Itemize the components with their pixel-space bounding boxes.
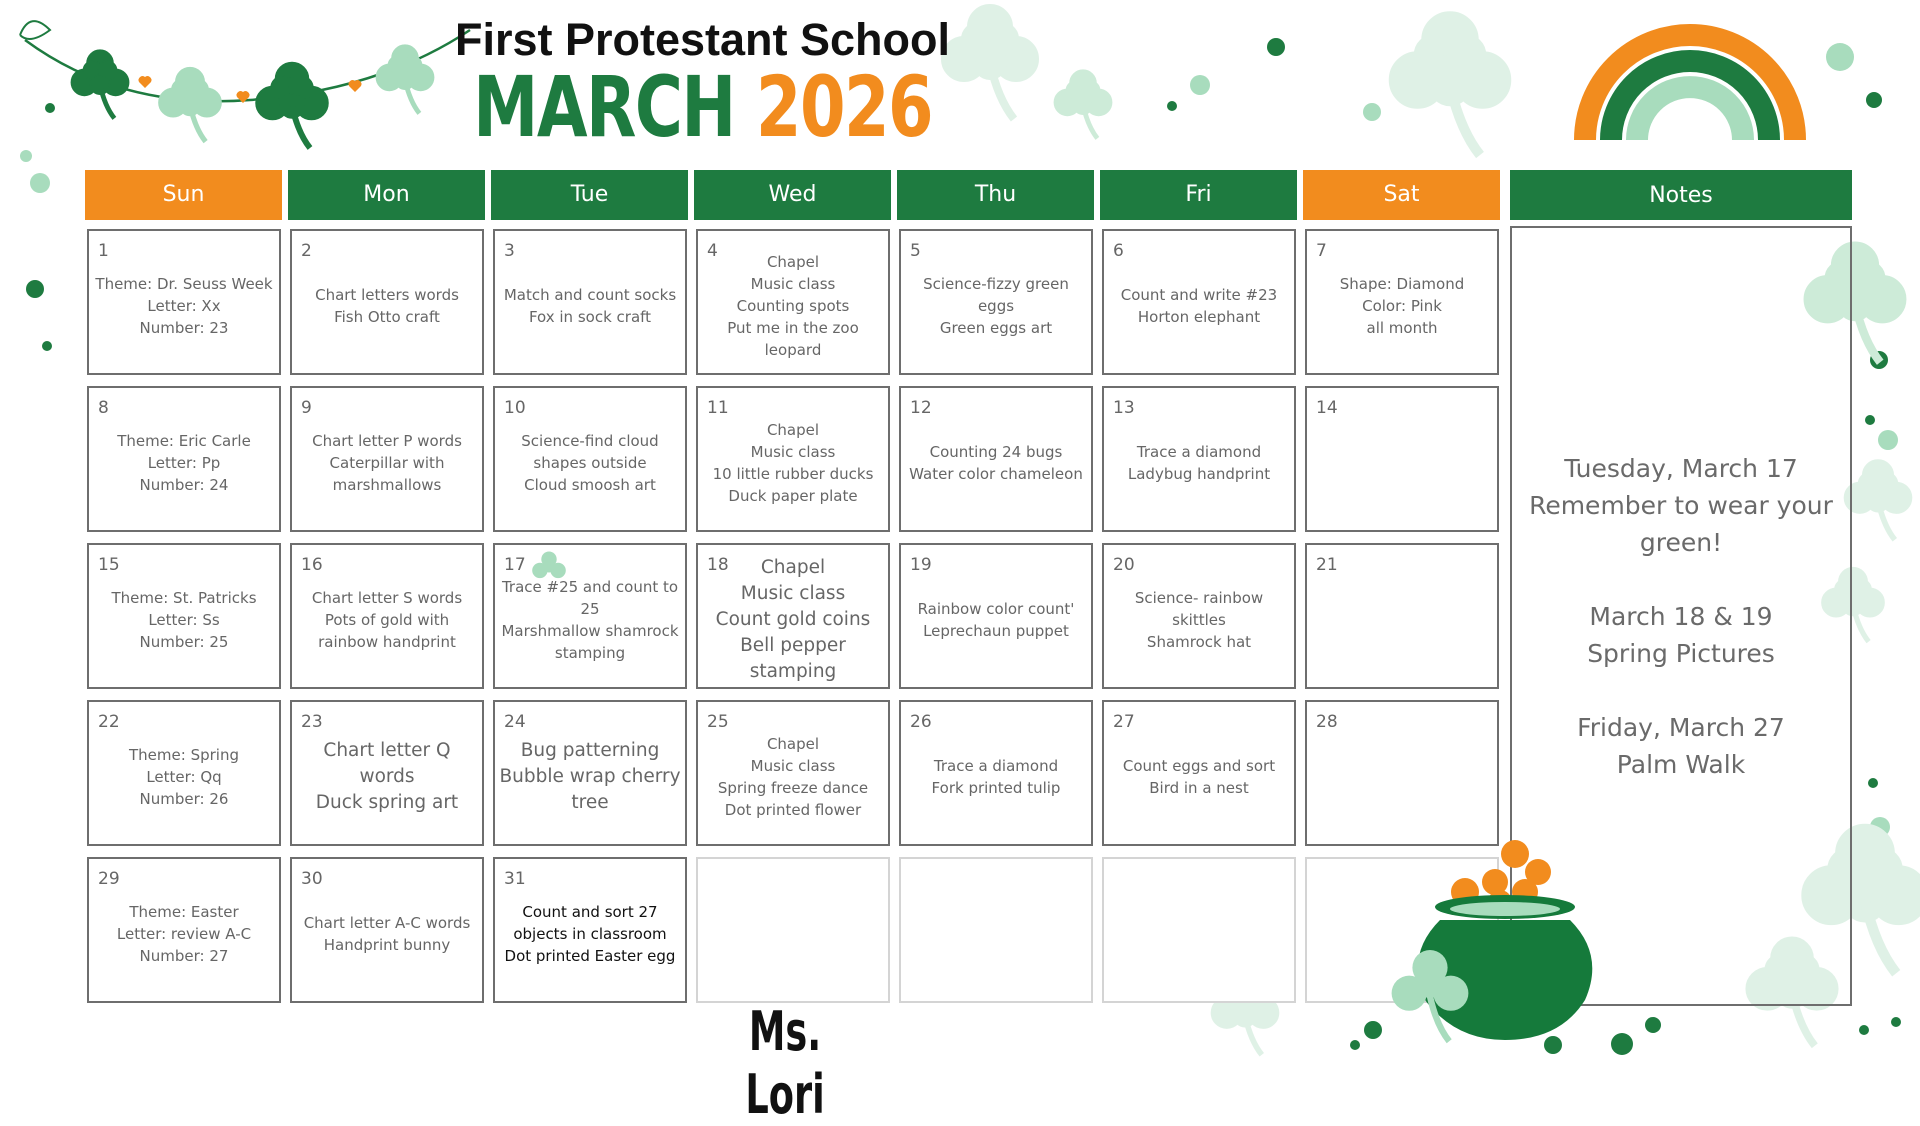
day-activities: Trace a diamond Ladybug handprint xyxy=(1127,443,1271,483)
date-number: 26 xyxy=(910,712,932,732)
date-number: 28 xyxy=(1316,712,1338,732)
date-number: 31 xyxy=(504,869,526,889)
weekday-header-mon: Mon xyxy=(288,170,485,220)
day-activities xyxy=(1108,873,1290,995)
day-cell xyxy=(1102,229,1296,375)
shamrock-icon xyxy=(529,549,569,589)
day-activities: Chart letter S words Pots of gold with rainbow handprint xyxy=(311,589,463,651)
date-number: 23 xyxy=(301,712,323,732)
date-number: 9 xyxy=(301,398,312,418)
day-activities: Chart letter P words Caterpillar with marshmallows xyxy=(312,432,462,494)
date-number: 5 xyxy=(910,241,921,261)
day-cell xyxy=(696,543,890,689)
day-cell xyxy=(493,386,687,532)
day-cell xyxy=(1305,386,1499,532)
date-number: 24 xyxy=(504,712,526,732)
date-number: 29 xyxy=(98,869,120,889)
day-activities: Rainbow color count' Leprechaun puppet xyxy=(917,600,1075,640)
day-activities: Theme: Spring Letter: Qq Number: 26 xyxy=(129,746,239,808)
day-cell xyxy=(899,229,1093,375)
day-activities: Theme: Dr. Seuss Week Letter: Xx Number: 23 xyxy=(95,275,273,337)
day-activities: Theme: Eric Carle Letter: Pp Number: 24 xyxy=(117,432,251,494)
date-number: 21 xyxy=(1316,555,1338,575)
day-activities: Count and write #23 Horton elephant xyxy=(1120,286,1278,326)
date-number: 4 xyxy=(707,241,718,261)
day-cell xyxy=(493,700,687,846)
day-activities xyxy=(702,873,884,995)
date-number: 20 xyxy=(1113,555,1135,575)
day-activities xyxy=(1311,402,1493,524)
date-number: 10 xyxy=(504,398,526,418)
day-activities: Chapel Music class Count gold coins Bell pepper stamping xyxy=(715,557,871,682)
day-activities: Trace #25 and count to 25 Marshmallow shamrock stamping xyxy=(501,578,679,662)
day-cell xyxy=(87,543,281,689)
day-cell xyxy=(1102,543,1296,689)
date-number: 25 xyxy=(707,712,729,732)
day-activities: Chapel Music class Counting spots Put me in the zoo leopard xyxy=(727,253,859,359)
empty-day-cell xyxy=(899,857,1093,1003)
day-cell xyxy=(899,386,1093,532)
date-number: 12 xyxy=(910,398,932,418)
day-activities xyxy=(1311,559,1493,681)
weekday-header-sun: Sun xyxy=(85,170,282,220)
date-number: 2 xyxy=(301,241,312,261)
notes-text: Tuesday, March 17 Remember to wear your green! March 18 & 19 Spring Pictures Friday, March 27 Palm Walk xyxy=(1529,453,1833,779)
day-cell xyxy=(87,857,281,1003)
day-activities: Chapel Music class Spring freeze dance Dot printed flower xyxy=(717,735,869,819)
day-cell xyxy=(87,229,281,375)
day-activities: Science- rainbow skittles Shamrock hat xyxy=(1134,589,1264,651)
day-cell xyxy=(899,700,1093,846)
day-cell xyxy=(1305,700,1499,846)
date-number: 27 xyxy=(1113,712,1135,732)
day-cell xyxy=(290,386,484,532)
day-cell xyxy=(290,700,484,846)
shamrock-icon xyxy=(1844,460,1911,540)
day-cell xyxy=(899,543,1093,689)
day-cell xyxy=(1102,700,1296,846)
date-number: 30 xyxy=(301,869,323,889)
day-activities: Shape: Diamond Color: Pink all month xyxy=(1339,275,1465,337)
page-title xyxy=(155,60,1251,155)
date-number: 19 xyxy=(910,555,932,575)
day-activities: Match and count socks Fox in sock craft xyxy=(503,286,677,326)
day-cell xyxy=(1102,386,1296,532)
day-cell xyxy=(493,543,687,689)
day-activities: Theme: Easter Letter: review A-C Number: 27 xyxy=(116,903,252,965)
day-activities xyxy=(905,873,1087,995)
date-number: 13 xyxy=(1113,398,1135,418)
date-number: 3 xyxy=(504,241,515,261)
day-cell xyxy=(290,857,484,1003)
day-cell xyxy=(493,229,687,375)
day-activities: Science-find cloud shapes outside Cloud smoosh art xyxy=(521,432,659,494)
day-cell xyxy=(1305,229,1499,375)
weekday-header-thu: Thu xyxy=(897,170,1094,220)
teacher-name: Ms. Lori xyxy=(745,1000,825,1126)
day-cell xyxy=(493,857,687,1003)
date-number: 8 xyxy=(98,398,109,418)
day-cell xyxy=(696,386,890,532)
weekday-header-fri: Fri xyxy=(1100,170,1297,220)
day-cell xyxy=(1305,543,1499,689)
day-activities xyxy=(1311,716,1493,838)
date-number: 16 xyxy=(301,555,323,575)
day-activities: Chart letters words Fish Otto craft xyxy=(315,286,459,326)
day-cell xyxy=(696,700,890,846)
date-number: 17 xyxy=(504,555,526,575)
date-number: 1 xyxy=(98,241,109,261)
date-number: 11 xyxy=(707,398,729,418)
day-activities: Chapel Music class 10 little rubber ducks Duck paper plate xyxy=(712,421,874,505)
weekday-header-sat: Sat xyxy=(1303,170,1500,220)
date-number: 6 xyxy=(1113,241,1124,261)
rainbow-icon xyxy=(1585,35,1795,140)
day-cell xyxy=(290,229,484,375)
date-number: 18 xyxy=(707,555,729,575)
school-name: First Protestant School xyxy=(454,14,951,65)
pot-of-gold-icon xyxy=(1380,840,1600,1050)
year-title: 2026 xyxy=(755,58,933,156)
weekday-header-tue: Tue xyxy=(491,170,688,220)
day-activities: Chart letter Q words Duck spring art xyxy=(315,740,459,813)
day-activities: Bug patterning Bubble wrap cherry tree xyxy=(499,740,681,813)
notes-header: Notes xyxy=(1510,170,1852,220)
day-activities: Theme: St. Patricks Letter: Ss Number: 25 xyxy=(111,589,257,651)
day-cell xyxy=(290,543,484,689)
date-number: 22 xyxy=(98,712,120,732)
day-cell xyxy=(696,229,890,375)
day-activities: Science-fizzy green eggs Green eggs art xyxy=(923,275,1069,337)
date-number: 7 xyxy=(1316,241,1327,261)
weekday-header-wed: Wed xyxy=(694,170,891,220)
day-activities: Chart letter A-C words Handprint bunny xyxy=(303,914,471,954)
day-activities: Counting 24 bugs Water color chameleon xyxy=(909,443,1083,483)
empty-day-cell xyxy=(696,857,890,1003)
month-title: MARCH xyxy=(473,58,735,156)
date-number: 15 xyxy=(98,555,120,575)
day-cell xyxy=(87,700,281,846)
empty-day-cell xyxy=(1102,857,1296,1003)
day-cell xyxy=(87,386,281,532)
day-activities: Count eggs and sort Bird in a nest xyxy=(1122,757,1276,797)
day-activities: Trace a diamond Fork printed tulip xyxy=(931,757,1061,797)
day-activities: Count and sort 27 objects in classroom Dot printed Easter egg xyxy=(504,903,676,965)
shamrock-icon xyxy=(1390,13,1510,156)
date-number: 14 xyxy=(1316,398,1338,418)
